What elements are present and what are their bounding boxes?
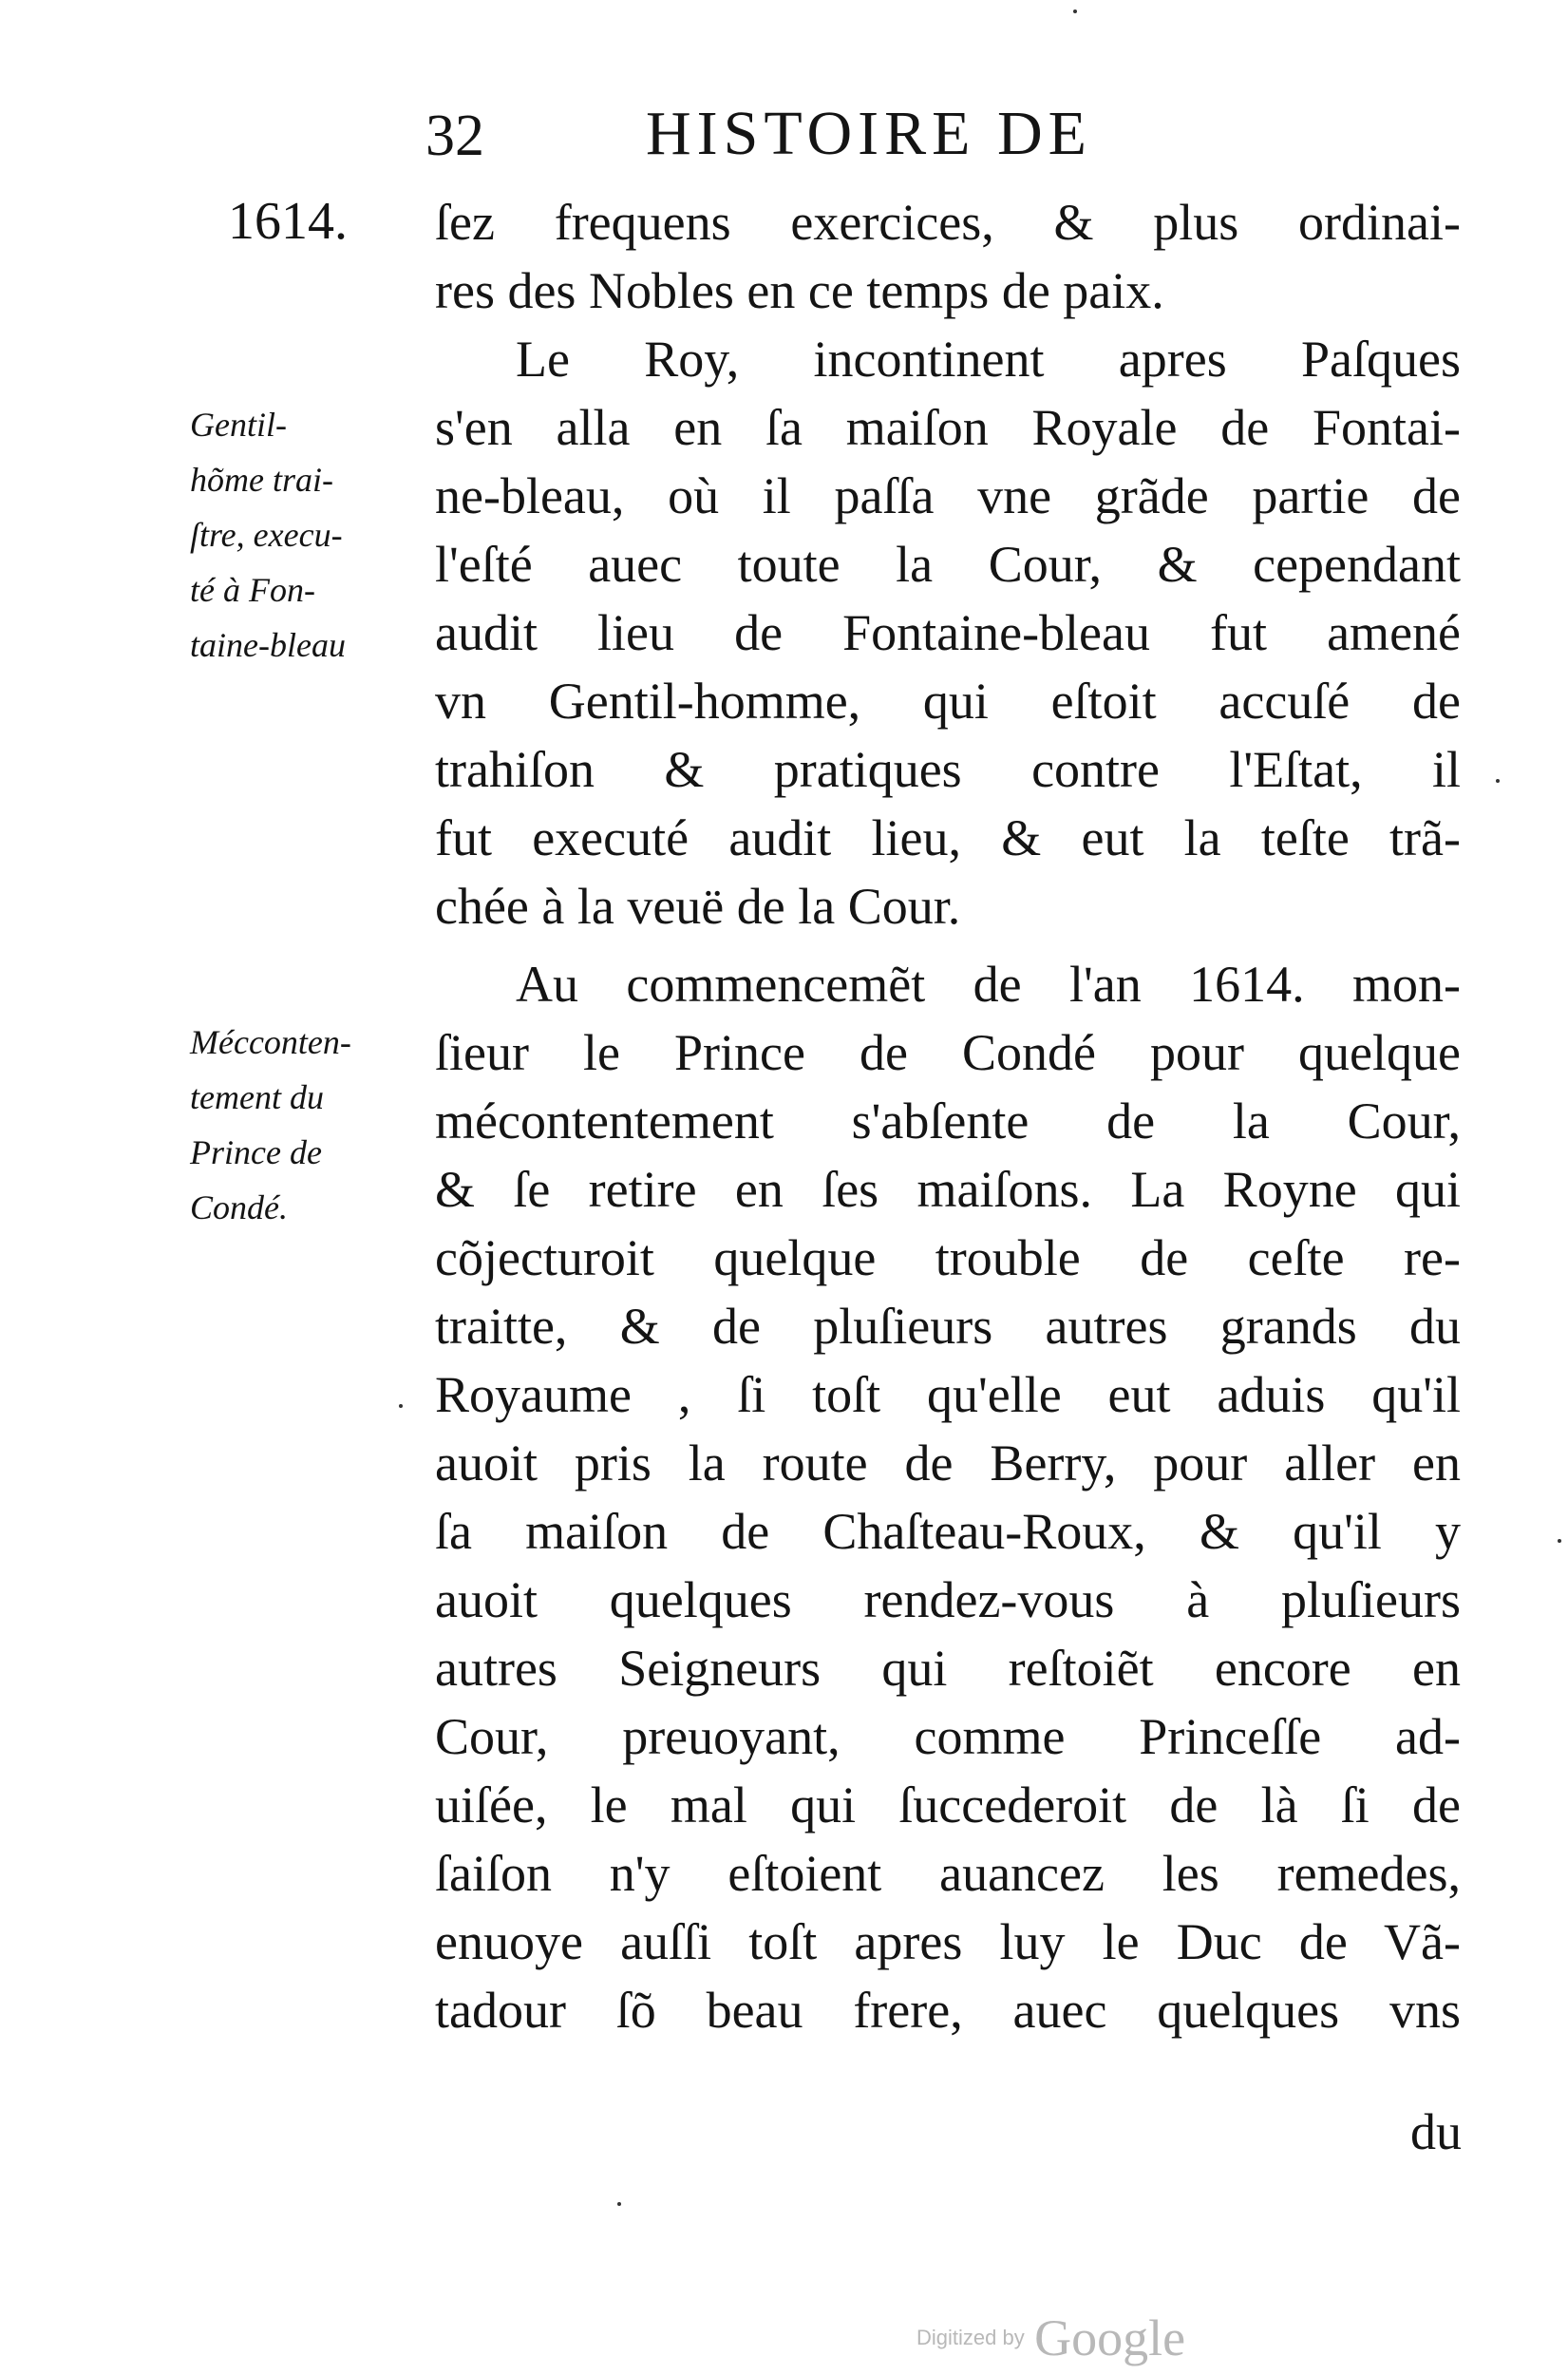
text-line: auoit quelques rendez-vous à pluſieurs bbox=[435, 1571, 1461, 1628]
digitized-by-google-watermark bbox=[916, 2308, 1185, 2367]
text-line: res des Nobles en ce temps de paix. bbox=[435, 262, 1164, 319]
margin-year: 1614. bbox=[228, 192, 348, 251]
text-line: vn Gentil-homme, qui eſtoit accuſé de bbox=[435, 673, 1461, 730]
sidenote-line: Condé. bbox=[190, 1188, 288, 1226]
text-line: autres Seigneurs qui reſtoiẽt encore en bbox=[435, 1640, 1461, 1697]
text-line: chée à la veuë de la Cour. bbox=[435, 878, 961, 935]
sidenote-gentilhomme bbox=[190, 397, 418, 673]
text-line: mécontentement s'abſente de la Cour, bbox=[435, 1092, 1461, 1150]
sidenote-mecontentement bbox=[190, 1015, 418, 1235]
sidenote-line: té à Fon- bbox=[190, 571, 315, 609]
text-line: auoit pris la route de Berry, pour aller en bbox=[435, 1434, 1461, 1492]
text-line: ſez frequens exercices, & plus ordinai- bbox=[435, 194, 1461, 251]
watermark-prefix: Digitized by bbox=[916, 2326, 1025, 2349]
ink-speck bbox=[399, 1404, 403, 1408]
paragraph-start-line: Le Roy, incontinent apres Paſques bbox=[516, 331, 1461, 388]
text-line: enuoye auſſi toſt apres luy le Duc de Vã- bbox=[435, 1913, 1461, 1970]
sidenote-line: Gentil- bbox=[190, 406, 287, 444]
text-line: & ſe retire en ſes maiſons. La Royne qui bbox=[435, 1161, 1461, 1218]
page-number: 32 bbox=[425, 104, 484, 168]
catchword: du bbox=[1410, 2103, 1462, 2160]
sidenote-line: Prince de bbox=[190, 1133, 322, 1171]
text-line: audit lieu de Fontaine-bleau fut amené bbox=[435, 604, 1461, 661]
sidenote-line: tement du bbox=[190, 1078, 324, 1116]
text-line: Royaume , ſi toſt qu'elle eut aduis qu'il bbox=[435, 1366, 1461, 1423]
body-text bbox=[435, 188, 1461, 2044]
sidenote-line: Mécconten- bbox=[190, 1023, 351, 1061]
running-title: HISTOIRE DE bbox=[646, 99, 1092, 168]
text-line: l'eſté auec toute la Cour, & cependant bbox=[435, 536, 1461, 593]
ink-speck bbox=[1496, 779, 1500, 783]
text-line: ſaiſon n'y eſtoient auancez les remedes, bbox=[435, 1845, 1461, 1902]
text-line: ſieur le Prince de Condé pour quelque bbox=[435, 1024, 1461, 1081]
text-line: Cour, preuoyant, comme Princeſſe ad- bbox=[435, 1708, 1461, 1765]
sidenote-line: taine-bleau bbox=[190, 626, 346, 664]
sidenote-line: ſtre, execu- bbox=[190, 516, 343, 554]
sidenote-line: hõme trai- bbox=[190, 461, 333, 499]
ink-speck bbox=[1558, 1539, 1561, 1543]
ink-speck bbox=[617, 2202, 621, 2206]
text-line: ſa maiſon de Chaſteau-Roux, & qu'il y bbox=[435, 1503, 1461, 1560]
text-line: traitte, & de pluſieurs autres grands du bbox=[435, 1298, 1461, 1355]
ink-speck bbox=[1073, 10, 1077, 13]
paragraph-start-line: Au commencemẽt de l'an 1614. mon- bbox=[516, 956, 1461, 1013]
text-line: trahiſon & pratiques contre l'Eſtat, il bbox=[435, 741, 1461, 798]
text-line: s'en alla en ſa maiſon Royale de Fontai- bbox=[435, 399, 1461, 456]
google-logo: Google bbox=[1034, 2309, 1186, 2366]
text-line: fut executé audit lieu, & eut la teſte trã- bbox=[435, 809, 1461, 866]
text-line: cõjecturoit quelque trouble de ceſte re- bbox=[435, 1229, 1461, 1286]
text-line: tadour ſõ beau frere, auec quelques vns bbox=[435, 1982, 1461, 2039]
text-line: uiſée, le mal qui ſuccederoit de là ſi de bbox=[435, 1776, 1461, 1834]
text-line: ne-bleau, où il paſſa vne grãde partie de bbox=[435, 467, 1461, 524]
